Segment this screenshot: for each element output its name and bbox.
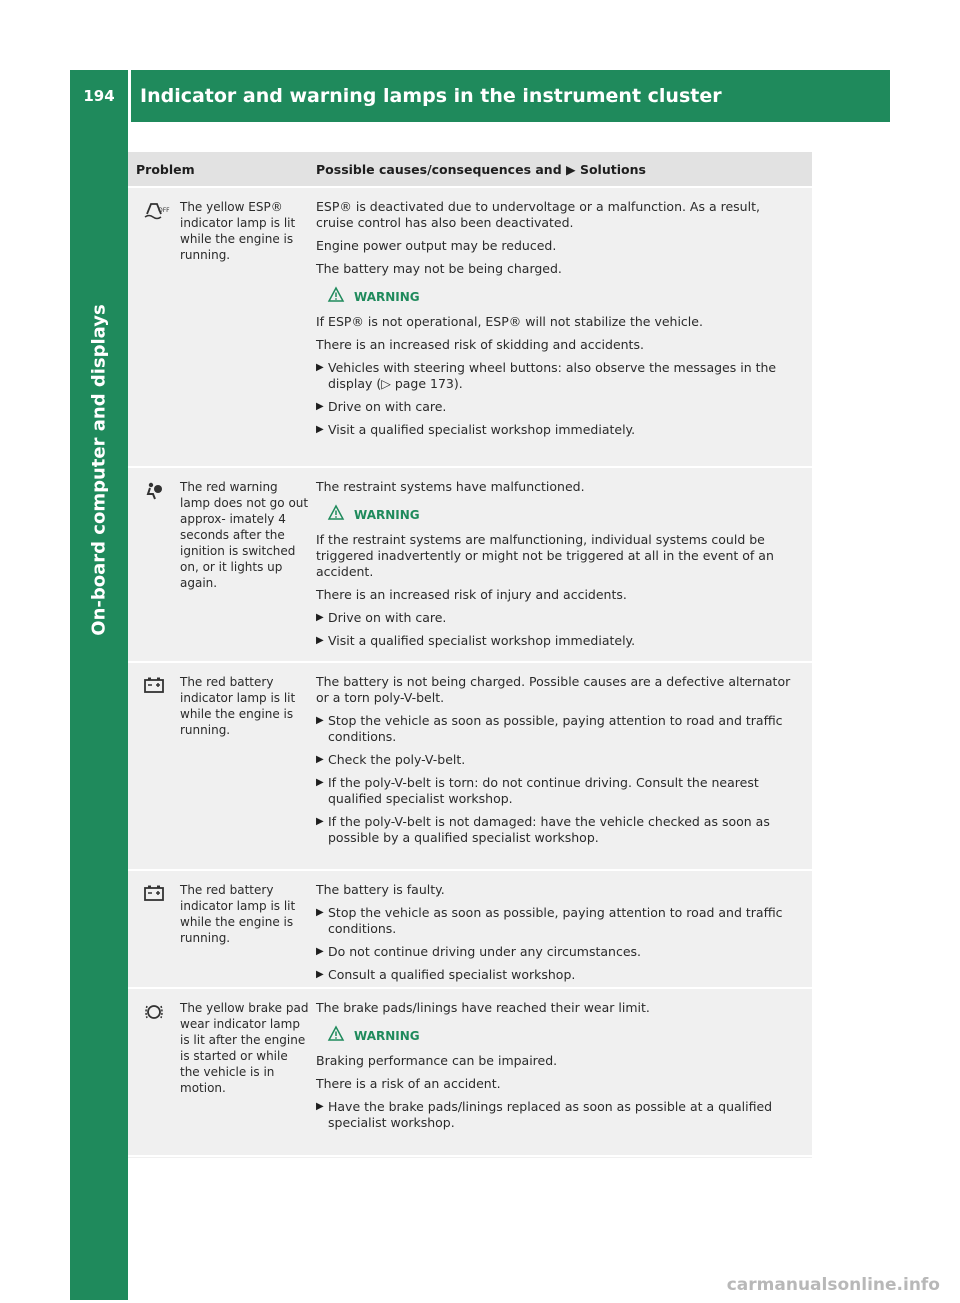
solution-step [316,399,800,415]
problem-text: The yellow ESP® indicator lamp is lit while the engine is running. [180,200,296,262]
problem-text: The yellow brake pad wear indicator lamp is lit after the engine is started or while the vehicle is in motion. [180,1001,309,1095]
step-arrow-icon: ▶ [316,907,324,918]
cause-text: The battery is not being charged. Possible causes are a defective alternator or a torn poly-V-belt. [316,674,791,705]
problem-text: The red battery indicator lamp is lit while the engine is running. [180,675,296,737]
header-divider [128,70,131,122]
warning-text: If ESP® is not operational, ESP® will not stabilize the vehicle. [316,314,703,329]
side-tab [70,122,128,1300]
step-arrow-icon: ▶ [316,754,324,765]
step-arrow-icon: ▶ [316,715,324,726]
warning-text: Braking performance can be impaired. [316,1053,558,1068]
table-row [128,663,812,871]
step-text: Drive on with care. [328,610,447,625]
warning-label: WARNING [354,507,420,522]
step-arrow-icon: ▶ [316,362,324,373]
warning-label: WARNING [354,1028,420,1043]
warning-heading [328,1026,800,1045]
solution-step [316,610,800,626]
solution-step [316,814,800,846]
solution-step [316,1099,800,1131]
esp-off-icon [128,188,180,466]
cause-text: The restraint systems have malfunctioned. [316,479,585,494]
warning-text: There is an increased risk of injury and accidents. [316,587,627,602]
step-text: Stop the vehicle as soon as possible, paying attention to road and traffic conditions. [328,905,783,936]
warning-triangle-icon [328,505,344,524]
step-text: Consult a qualified specialist workshop. [328,967,576,982]
solution-cell [316,663,812,869]
warning-text: There is a risk of an accident. [316,1076,501,1091]
step-text: Vehicles with steering wheel buttons: also observe the messages in the display (▷ page 173). [328,360,777,391]
warning-text: If the restraint systems are malfunctioning, individual systems could be triggered inadvertently or might not be triggered at all in the event of an accident. [316,532,774,579]
page-number: 194 [83,87,115,105]
solution-step [316,422,800,438]
step-arrow-icon: ▶ [316,816,324,827]
step-text: If the poly-V-belt is torn: do not continue driving. Consult the nearest qualified specialist workshop. [328,775,759,806]
step-text: Do not continue driving under any circumstances. [328,944,642,959]
svg-text:OFF: OFF [158,207,170,214]
warning-heading [328,505,800,524]
indicator-table [128,152,812,1158]
solution-step [316,360,800,392]
step-arrow-icon: ▶ [316,777,324,788]
step-arrow-icon: ▶ [316,424,324,435]
step-arrow-icon: ▶ [316,969,324,980]
warning-triangle-icon [328,1026,344,1045]
table-row [128,871,812,989]
step-text: Visit a qualified specialist workshop immediately. [328,633,636,648]
step-arrow-icon: ▶ [316,401,324,412]
solution-cell [316,468,812,661]
table-row [128,989,812,1157]
solution-step [316,713,800,745]
solution-step [316,905,800,937]
watermark: carmanualsonline.info [726,1275,940,1295]
warning-triangle-icon [328,287,344,306]
warning-label: WARNING [354,289,420,304]
cause-text: The brake pads/linings have reached their wear limit. [316,1000,650,1015]
airbag-icon [128,468,180,661]
problem-text: The red warning lamp does not go out approx- imately 4 seconds after the ignition is switched on, or it lights up again. [180,480,309,590]
column-header-solutions: Possible causes/consequences and ▶ Solutions [316,161,646,177]
step-arrow-icon: ▶ [316,946,324,957]
table-header [128,152,812,188]
solution-step [316,967,800,983]
warning-heading [328,287,800,306]
brake-pad-wear-icon [128,989,180,1155]
solution-step [316,633,800,649]
solution-step [316,775,800,807]
step-text: Visit a qualified specialist workshop immediately. [328,422,636,437]
step-arrow-icon: ▶ [316,1101,324,1112]
side-tab-label: On-board computer and displays [88,304,110,636]
solution-step [316,752,800,768]
step-text: Check the poly-V-belt. [328,752,466,767]
cause-text: The battery may not be being charged. [316,261,562,276]
cause-text: ESP® is deactivated due to undervoltage or a malfunction. As a result, cruise control has also been deactivated. [316,199,760,230]
solution-cell [316,871,812,987]
page-title: Indicator and warning lamps in the instrument cluster [140,85,722,107]
table-row [128,188,812,468]
step-text: Stop the vehicle as soon as possible, paying attention to road and traffic conditions. [328,713,783,744]
warning-text: There is an increased risk of skidding and accidents. [316,337,644,352]
solution-step [316,944,800,960]
step-arrow-icon: ▶ [316,635,324,646]
cause-text: The battery is faulty. [316,882,445,897]
battery-icon [128,663,180,869]
solution-cell [316,188,812,466]
cause-text: Engine power output may be reduced. [316,238,557,253]
step-text: Drive on with care. [328,399,447,414]
step-text: If the poly-V-belt is not damaged: have the vehicle checked as soon as possible by a qualified specialist workshop. [328,814,770,845]
battery-icon [128,871,180,987]
table-body [128,188,812,1157]
step-text: Have the brake pads/linings replaced as soon as possible at a qualified specialist workshop. [328,1099,773,1130]
solution-cell [316,989,812,1155]
table-row [128,468,812,663]
column-header-problem: Problem [136,161,195,177]
step-arrow-icon: ▶ [316,612,324,623]
problem-text: The red battery indicator lamp is lit while the engine is running. [180,883,296,945]
